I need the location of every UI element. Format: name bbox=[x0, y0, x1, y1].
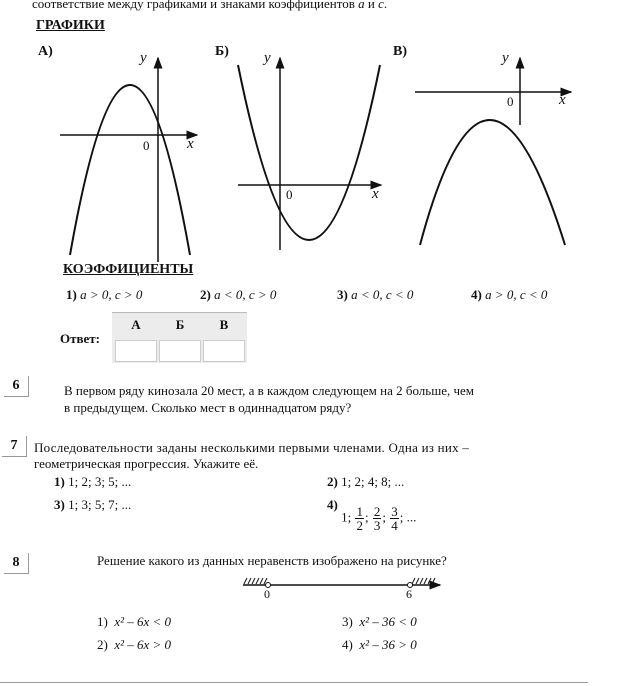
coef-text: a < 0, c < 0 bbox=[351, 287, 414, 302]
option-num: 3) bbox=[54, 497, 65, 512]
graph-a-zero: 0 bbox=[143, 138, 150, 153]
option-num: 2) bbox=[97, 637, 108, 652]
option-num: 1) bbox=[54, 474, 65, 489]
coef-text: a > 0, c < 0 bbox=[485, 287, 548, 302]
option-text: x² – 36 < 0 bbox=[359, 614, 417, 629]
graph-a-label: А) bbox=[38, 44, 53, 59]
q8-question: Решение какого из данных неравенств изображено на рисунке? bbox=[97, 553, 447, 568]
q7-option-4 bbox=[327, 497, 416, 532]
fraction: $\frac{3}{4}$ bbox=[391, 504, 398, 533]
coef-num: 1) bbox=[66, 287, 77, 302]
graph-a-y-label: y bbox=[140, 50, 147, 66]
answer-cell-a[interactable] bbox=[115, 340, 157, 362]
seq-lead: 1; bbox=[341, 509, 352, 525]
coef-text: a > 0, c > 0 bbox=[80, 287, 143, 302]
q7-option-1 bbox=[54, 474, 131, 490]
coef-text: a < 0, c > 0 bbox=[214, 287, 277, 302]
graph-b-zero: 0 bbox=[286, 187, 293, 202]
graph-c-label: В) bbox=[393, 44, 407, 59]
question-number-6: 6 bbox=[4, 376, 29, 397]
graph-b-label: Б) bbox=[215, 44, 229, 59]
graph-b-y-label: y bbox=[264, 50, 271, 66]
q7-line1: Последовательности заданы несколькими первыми членами. Одна из них – bbox=[34, 440, 470, 455]
q8-option-4 bbox=[342, 637, 417, 653]
graph-a-x-label: x bbox=[187, 136, 194, 152]
option-num: 3) bbox=[342, 614, 353, 629]
intro-and: и bbox=[367, 0, 375, 11]
q8-option-2 bbox=[97, 637, 171, 653]
graph-c-y-label: y bbox=[502, 50, 509, 66]
answer-cell-b[interactable] bbox=[159, 340, 201, 362]
graph-b-x-label: x bbox=[372, 186, 379, 202]
tick-6: 6 bbox=[406, 587, 412, 601]
coef-num: 4) bbox=[471, 287, 482, 302]
coef-option-2 bbox=[200, 287, 276, 303]
option-text: 1; 2; 3; 5; ... bbox=[68, 474, 132, 489]
coef-heading: КОЭФФИЦИЕНТЫ bbox=[63, 262, 194, 277]
option-text: x² – 6x > 0 bbox=[114, 637, 172, 652]
coef-option-3 bbox=[337, 287, 413, 303]
bottom-divider bbox=[0, 682, 588, 683]
option-text: x² – 36 > 0 bbox=[359, 637, 417, 652]
seq-tail: ; ... bbox=[399, 509, 417, 525]
graph-a-parabola bbox=[70, 85, 190, 255]
coef-num: 2) bbox=[200, 287, 211, 302]
graph-c-x-label: x bbox=[559, 92, 566, 108]
graphs-heading: ГРАФИКИ bbox=[36, 18, 105, 33]
option-text: 1; 3; 5; 7; ... bbox=[68, 497, 132, 512]
q7-option-3 bbox=[54, 497, 131, 513]
coef-option-1 bbox=[66, 287, 142, 303]
var-a: a bbox=[358, 0, 365, 11]
option-sequence: 1; $\frac{1}{2}$ ; $\frac{2}{3}$ ; $\frac{3}{4}$ ; ... bbox=[341, 504, 417, 533]
answer-cell-c[interactable] bbox=[203, 340, 245, 362]
tick-0: 0 bbox=[264, 587, 270, 601]
option-text: 1; 2; 4; 8; ... bbox=[341, 474, 405, 489]
q6-line2: в предыдущем. Сколько мест в одиннадцатом ряду? bbox=[64, 400, 352, 415]
fraction: $\frac{1}{2}$ bbox=[356, 504, 363, 533]
option-num: 2) bbox=[327, 474, 338, 489]
var-c: c bbox=[378, 0, 384, 11]
answer-col-c: В bbox=[219, 317, 229, 332]
option-num: 1) bbox=[97, 614, 108, 629]
fraction: $\frac{2}{3}$ bbox=[373, 504, 381, 533]
q8-option-3 bbox=[342, 614, 417, 630]
number-line-hatching bbox=[244, 578, 435, 584]
answer-col-b: Б bbox=[175, 317, 185, 332]
option-num: 4) bbox=[327, 497, 338, 512]
question-number-8: 8 bbox=[4, 553, 29, 574]
coef-num: 3) bbox=[337, 287, 348, 302]
answer-col-a: А bbox=[131, 317, 141, 332]
intro-text: соответствие между графиками и знаками коэффициентов bbox=[32, 0, 355, 11]
q8-option-1 bbox=[97, 614, 171, 630]
graph-c-zero: 0 bbox=[507, 94, 514, 109]
q7-option-2 bbox=[327, 474, 404, 490]
intro-end: . bbox=[383, 0, 388, 11]
q7-line2: геометрическая прогрессия. Укажите её. bbox=[34, 456, 259, 471]
q6-line1: В первом ряду кинозала 20 мест, а в каждом следующем на 2 больше, чем bbox=[64, 383, 475, 398]
question-number-7: 7 bbox=[2, 436, 27, 457]
option-num: 4) bbox=[342, 637, 353, 652]
graph-c-parabola bbox=[420, 120, 565, 245]
option-text: x² – 6x < 0 bbox=[114, 614, 172, 629]
answer-label: Ответ: bbox=[60, 331, 101, 346]
answer-table bbox=[112, 312, 247, 363]
graph-b-parabola bbox=[238, 65, 380, 240]
coef-option-4 bbox=[471, 287, 547, 303]
